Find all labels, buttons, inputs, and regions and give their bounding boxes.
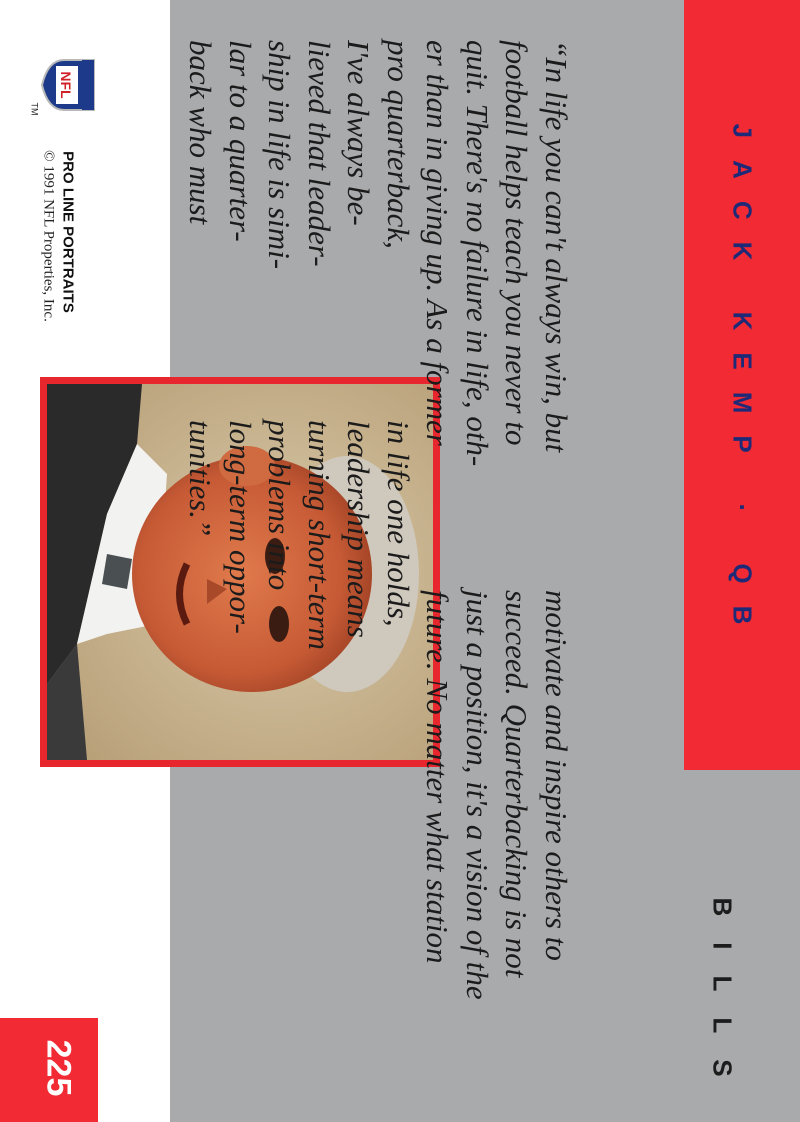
trademark-mark: TM <box>29 102 40 116</box>
quote-line: pro quarterback, <box>381 40 416 249</box>
quote-line: future. No matter what station <box>420 590 456 964</box>
quote-line: lieved that leader- <box>302 40 337 267</box>
quote-line: long-term oppor- <box>223 420 258 634</box>
quote-line: tunities.” <box>183 420 219 537</box>
quote-line: turning short-term <box>302 420 337 650</box>
card-number: 225 <box>39 1039 78 1097</box>
quote-line: er than in giving up. As a former <box>420 40 456 446</box>
player-name: JACK KEMP · QB <box>727 123 758 647</box>
team-name: BILLS <box>707 897 738 1103</box>
quote-line: problems into <box>262 420 298 591</box>
quote-line: quit. There's no failure in life, oth- <box>460 40 495 467</box>
quote-line: motivate and inspire others to <box>539 590 574 961</box>
nfl-logo-text: NFL <box>58 71 74 99</box>
quote-line: in life one holds, <box>381 420 416 627</box>
quote-line: “In life you can't always win, but <box>539 40 574 453</box>
quote-line: just a position, it's a vision of the <box>460 590 495 1000</box>
player-quote <box>183 20 586 1060</box>
quote-line: football helps teach you never to <box>499 40 535 446</box>
quote-line: back who must <box>183 40 219 225</box>
quote-line: I've always be- <box>341 40 377 226</box>
quote-line: ship in life is simi- <box>262 40 298 270</box>
brand-label: PRO LINE PORTRAITS <box>59 151 77 313</box>
quote-line: leadership means <box>341 420 377 638</box>
quote-line: lar to a quarter- <box>223 40 258 242</box>
nfl-shield-logo <box>36 56 102 114</box>
copyright-label: © 1991 NFL Properties, Inc. <box>40 150 57 322</box>
quote-line: succeed. Quarterbacking is not <box>499 590 535 978</box>
